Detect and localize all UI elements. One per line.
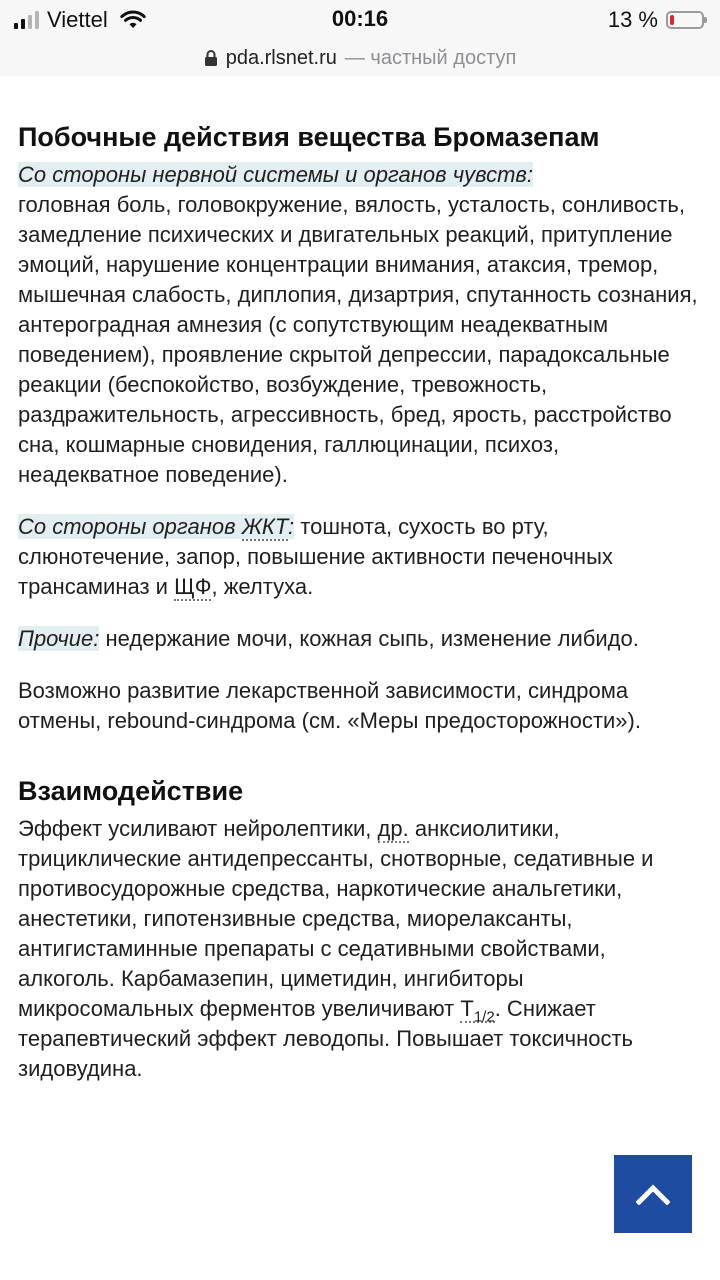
battery-percent: 13 % [607,7,658,32]
other-label: Прочие: [18,626,100,651]
side-effects-heading: Побочные действия вещества Бромазепам [18,122,600,152]
interaction-text-2: анксиолитики, трициклические антидепрессанты, снотворные, седативные и противосудорожные средства, наркотические анальгетики, анестетики, гипотензивные средства, миорелаксанты, антигистаминные препараты с седативными свойствами, алкоголь. Карбамазепин, циметидин, ингибиторы микросомальных ферментов увеличивают [18,816,654,1021]
interaction-text-3: . Снижает терапевтический эффект леводопы. Повышает токсичность зидовудина. [18,996,634,1081]
interaction-text-1: Эффект усиливают нейролептики, [18,816,372,841]
carrier-name: Viettel [47,7,108,32]
side-effects-other [18,624,698,654]
battery-fill [670,15,674,25]
t-half-sub: 1/2 [473,1008,495,1026]
dr-abbr[interactable]: др. [377,816,409,841]
side-effects-gi [18,512,698,602]
status-time: 00:16 [331,6,389,31]
chevron-up-icon [636,1183,670,1205]
url-domain: pda.rlsnet.ru [225,46,337,69]
interaction-heading: Взаимодействие [18,776,244,806]
nervous-system-label: Со стороны нервной системы и органов чувств: [18,162,534,187]
gi-label-suffix: : [288,514,295,539]
t-half-main: T [460,996,474,1021]
other-text: недержание мочи, кожная сыпь, изменение либидо. [105,626,639,651]
gi-label [18,514,294,539]
t-half-abbr[interactable] [460,996,495,1026]
battery-icon [666,11,704,29]
interaction-text [18,814,698,1084]
alp-abbr[interactable]: ЩФ [174,574,212,599]
previous-text-cutoff [18,80,698,120]
nervous-system-text: головная боль, головокружение, вялость, усталость, сонливость, замедление психических и двигательных реакций, притупление эмоций, нарушение концентрации внимания, атаксия, тремор, мышечная слабость, диплопия, дизартрия, спутанность сознания, антероградная амнезия (с сопутствующим неадекватным поведением), проявление скрытой депрессии, парадоксальные реакции (беспокойство, возбуждение, тревожность, раздражительность, агрессивность, бред, ярость, расстройство сна, кошмарные сновидения, галлюцинации, психоз, неадекватное поведение). [18,192,698,487]
url-note: — частный доступ [344,46,517,69]
gi-text-end: , желтуха. [211,574,314,599]
status-bar [0,0,720,40]
lock-icon [204,49,218,67]
scroll-to-top-button[interactable] [614,1155,692,1233]
side-effects-nervous [18,160,698,490]
gi-text: тошнота, сухость во рту, слюнотечение, запор, повышение активности печеночных трансаминаз и [18,514,613,599]
gi-label-prefix: Со стороны органов [18,514,236,539]
address-bar[interactable] [0,40,720,76]
article-content [18,80,698,1084]
status-right [608,6,704,34]
dependence-note: Возможно развитие лекарственной зависимости, синдрома отмены, rebound-синдрома (см. «Меры предосторожности»). [18,678,641,733]
gi-abbr[interactable]: ЖКТ [241,514,289,539]
